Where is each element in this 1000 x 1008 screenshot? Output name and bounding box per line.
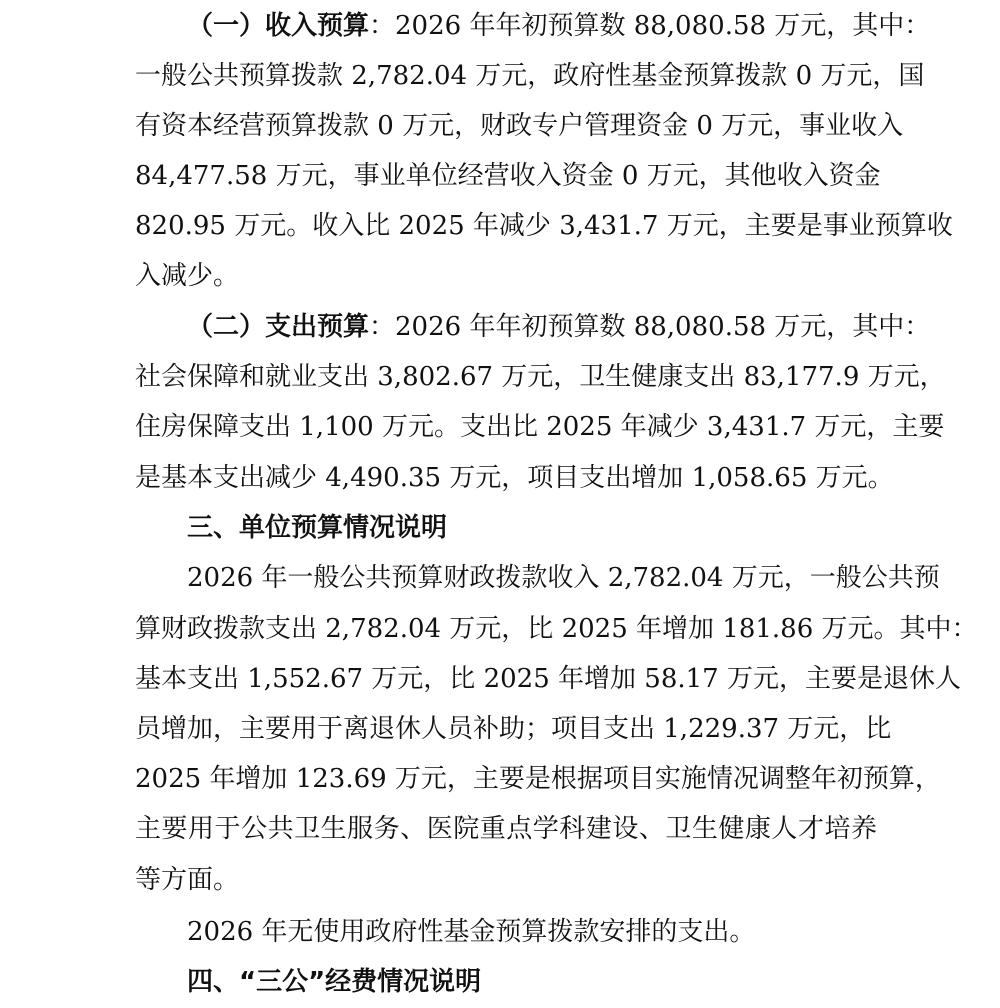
section-label-expenditure: （二）支出预算 [187, 312, 370, 342]
paragraph-line: 是基本支出减少 4,490.35 万元，项目支出增加 1,058.65 万元。 [135, 463, 894, 493]
paragraph-line: 算财政拨款支出 2,782.04 万元，比 2025 年增加 181.86 万元。其中： [135, 614, 978, 644]
paragraph-line: 一般公共预算拨款 2,782.04 万元，政府性基金预算拨款 0 万元，国 [135, 61, 925, 91]
paragraph-line: 住房保障支出 1,100 万元。支出比 2025 年减少 3,431.7 万元，主要 [135, 412, 945, 442]
paragraph-line: 等方面。 [135, 865, 240, 895]
section-heading: 三、单位预算情况说明 [187, 513, 448, 543]
paragraph-line: 入减少。 [135, 261, 240, 291]
paragraph-line: 社会保障和就业支出 3,802.67 万元，卫生健康支出 83,177.9 万元， [135, 362, 946, 392]
paragraph-text: ：2026 年年初预算数 88,080.58 万元，其中： [369, 11, 931, 41]
section-label-income: （一）收入预算 [187, 11, 370, 41]
paragraph-line: 基本支出 1,552.67 万元，比 2025 年增加 58.17 万元，主要是退休人 [135, 664, 961, 694]
paragraph-line [187, 6, 931, 46]
paragraph-line: 2025 年增加 123.69 万元，主要是根据项目实施情况调整年初预算， [135, 764, 941, 794]
paragraph-line: 2026 年无使用政府性基金预算拨款安排的支出。 [187, 917, 756, 947]
paragraph-line: 84,477.58 万元，事业单位经营收入资金 0 万元，其他收入资金 [135, 161, 881, 191]
paragraph-line: 2026 年一般公共预算财政拨款收入 2,782.04 万元，一般公共预 [187, 563, 940, 593]
paragraph-line [187, 307, 931, 347]
section-heading: 四、“三公”经费情况说明 [187, 967, 482, 997]
paragraph-line: 主要用于公共卫生服务、医院重点学科建设、卫生健康人才培养 [135, 814, 877, 844]
paragraph-line: 有资本经营预算拨款 0 万元，财政专户管理资金 0 万元，事业收入 [135, 111, 904, 141]
paragraph-line: 员增加，主要用于离退休人员补助；项目支出 1,229.37 万元，比 [135, 714, 892, 744]
paragraph-text: ：2026 年年初预算数 88,080.58 万元，其中： [369, 312, 931, 342]
paragraph-line: 820.95 万元。收入比 2025 年减少 3,431.7 万元，主要是事业预算收 [135, 211, 953, 241]
